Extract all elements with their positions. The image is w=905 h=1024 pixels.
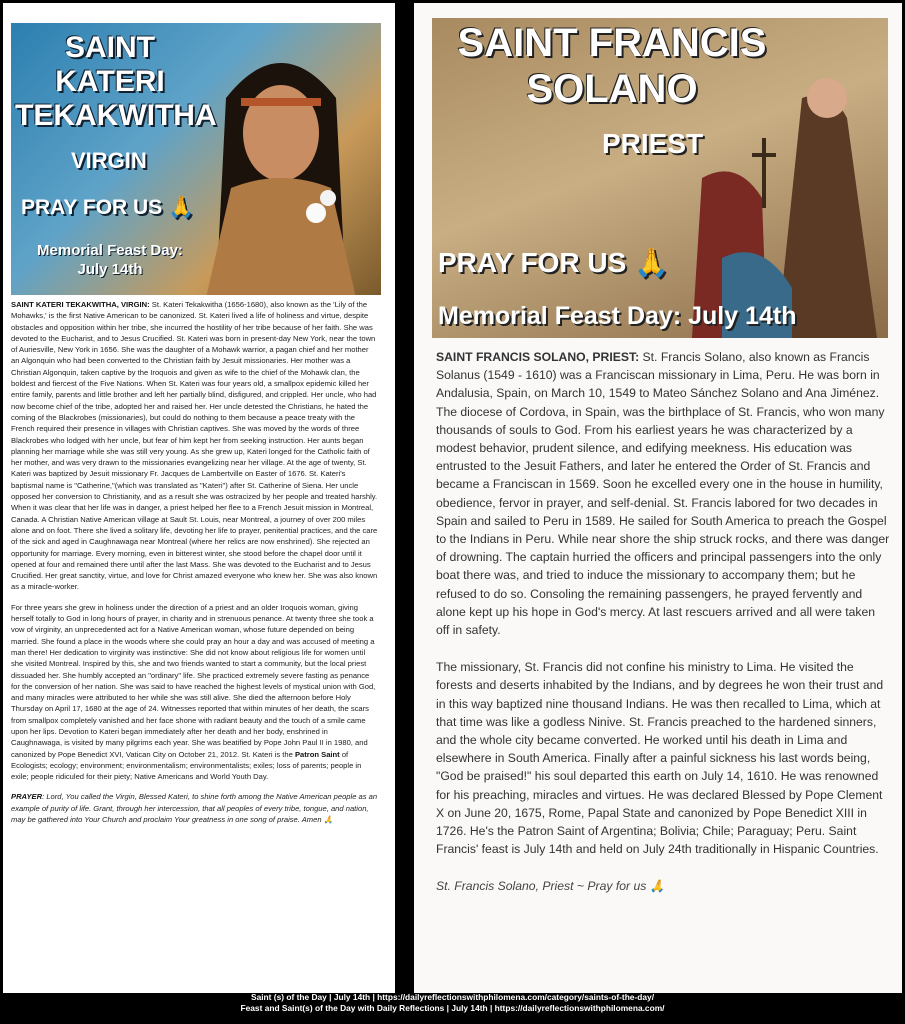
francis-pray-for-us	[438, 246, 669, 279]
kateri-feast-day	[35, 241, 185, 279]
praying-hands-icon: 🙏	[168, 196, 195, 219]
kateri-pray-for-us	[21, 196, 194, 220]
francis-lead: SAINT FRANCIS SOLANO, PRIEST:	[436, 350, 640, 364]
francis-paragraph-1	[436, 348, 890, 639]
francis-banner-subtitle: PRIEST	[602, 128, 704, 159]
closing-text: St. Francis Solano, Priest ~ Pray for us	[436, 879, 647, 894]
pray-text: PRAY FOR US	[438, 247, 627, 278]
kateri-prayer	[11, 791, 379, 825]
footer-line-1: Saint (s) of the Day | July 14th | https://dailyreflectionswithphilomena.com/category/saints-of-the-day/	[250, 992, 655, 1002]
francis-banner-image	[432, 18, 888, 338]
patron-saint-label: Patron Saint	[294, 749, 340, 759]
praying-hands-icon: 🙏	[649, 879, 665, 894]
footer-line-2: Feast and Saint(s) of the Day with Daily Reflections | July 14th | https://dailyreflectionswithphilomena.com/	[240, 1003, 665, 1013]
francis-feast-day: Memorial Feast Day: July 14th	[438, 302, 797, 330]
footer-credits	[0, 992, 905, 1014]
kateri-banner-image	[11, 23, 381, 295]
francis-panel	[414, 3, 902, 993]
francis-banner-title: SAINT FRANCIS SOLANO	[457, 21, 767, 111]
kateri-portrait-illustration	[196, 38, 366, 295]
kateri-lead: SAINT KATERI TEKAKWITHA, VIRGIN:	[11, 300, 150, 309]
kateri-paragraph-2	[11, 602, 379, 783]
kateri-para1-text: St. Kateri Tekakwitha (1656-1680), also known as the 'Lily of the Mohawks,' is the first Native American to be canonized. St. Kateri lived a life of holiness and virtue, despite obstacles and opposition within her tribe, she incurred the hostility of her tribe because of her faith. She was devoted to the Eucharist, and to Jesus Crucified. St. Kateri was born in present-day New York, near the town of Auriesville, New York in 1656. She was the daughter of a Mohawk warrior, a pagan chief and her mother an Algonquin who had been converted to the Christian faith by Jesuit missionaries. Her mother was a Christian Algonquin, taken captive by the Iroquois and given as wife to the chief of the Mohawk clan, the boldest and fiercest of the Five Nations. When St. Kateri was four years old, a smallpox epidemic killed her entire family, parents and little brother and left her partially blind, disfigured, and crippled. Her uncle, who had now become chief of the tribe, adopted her and raised her. Her uncle detested the Christians, he hated the coming of the Blackrobes (missionaries), but could do nothing to them because a peace treaty with the French required their presence in villages with Christian captives. She was moved by the words of three Blackrobes who lodged with her uncle, but fear of him kept her from seeking instruction. Her aunts began planning her marriage while she was still very young. As she grew up, Kateri longed for the Catholic faith of her mother, and was very drawn to the missionaries evangelizing near her village. At the age of twenty, St. Kateri was baptized by Jesuit missionary Fr. Jacques de Lambertville on Easter of 1676. St. Kateri's baptismal name is "Catherine,"(which was translated as "Kateri") after St. Catherine of Siena. Her uncle opposed her conversion to Christianity, and as a result she was ostracized by her people and treated harshly. When it was clear that her life was in danger, a priest helped her flee to a French Jesuit mission in Montreal, Canada. A Christian Native American village at Sault St. Louis, near Montreal, a journey of over 200 miles alone and on foot. There she lived a solitary life, devoting her life to prayer, penitential practices, and the care of the sick and aged in Caughnawaga near Montreal (where her relics are now enshrined). She rejected an opportunity for marriage. Every morning, even in bitterest winter, she stood before the chapel door until it opened at four and remained there until after the last Mass. She was devoted to the Eucharist and to Jesus Crucified. Her great sanctity, virtue, and love for Christ amazed everyone who knew her. She was also known as a miracle-worker.	[11, 300, 378, 592]
kateri-para2a-text: For three years she grew in holiness under the direction of a priest and an older Iroquois woman, giving herself totally to God in long hours of prayer, in charity and in strenuous penance. At twenty three she took a vow of virginity, an unprecedented act for a Native American woman, whose future depended on being married. She found a place in the woods where she could pray an hour a day and was accused of meeting a man there! Her dedication to virginity was instinctive: She did not know about religious life for women until she visited Montreal. Inspired by this, she and two friends wanted to start a community, but the local priest dissuaded her. She humbly accepted an "ordinary" life. She practiced extremely severe fasting as penance for the conversion of her nation. She was said to have reached the highest levels of mystical union with God, and many miracles were attributed to her while she was still alive. She died the afternoon before Holy Thursday on April 17, 1680 at the age of 24. Witnesses reported that within minutes of her death, the scars from smallpox completely vanished and her face shone with radiant beauty and the touch of a smile came upon her lips. Devotion to Kateri began immediately after her death and her body, enshrined in Caughnawaga, is visited by many pilgrims each year. She was beatified by Pope John Paul II in 1980, and canonized by Pope Benedict XVI, Vatican City on October 21, 2012. St. Kateri is the	[11, 602, 376, 759]
francis-closing	[436, 877, 890, 895]
francis-article	[436, 348, 890, 915]
pray-text: PRAY FOR US	[21, 196, 163, 219]
praying-hands-icon: 🙏	[634, 247, 669, 278]
kateri-para2b-text: of Ecologists; ecology; environment; environmentalism; environmentalists; exiles; loss of parents; people in exile; people ridiculed for their piety; Native Americans and World Youth Day.	[11, 749, 362, 782]
prayer-text: : Lord, You called the Virgin, Blessed Kateri, to shine forth among the Native American people as an example of purity of life. Grant, through her intercession, that all peoples of every tribe, tongue, and nation, may be gathered into Your Church and proclaim Your greatness in one song of praise. Amen	[11, 792, 378, 825]
praying-hands-icon: 🙏	[323, 815, 334, 825]
francis-para1-text: St. Francis Solano, also known as Francis Solanus (1549 - 1610) was a Franciscan missionary in Lima, Peru. He was born in Andalusia, Spain, on March 10, 1549 to Mateo Sánchez Solano and Ana Jiménez. The diocese of Cordova, in Spain, was the birthplace of St. Francis, who won many thousands of souls to God. From his earliest years he was characterized by a modest behavior, prudent silence, and edifying meekness. His education was entrusted to the Jesuit Fathers, and later he entered the Order of St. Francis and became a Franciscan in 1569. Soon he excelled every one in the house in humility, obedience, fervor in prayer, and self-denial. St. Francis labored for two decades in Spain and sailed to Peru in 1589. He sailed for South America to preach the Gospel to the Indians in Peru. While near shore the ship struck rocks, and there was danger of drowning. The captain hurried the officers and principal passengers into the only boat there was, and tried to induce the missionary to accompany them; but he refused to do so. Consoling the remaining passengers, he prayed fervently and alone kept up his hope in God's mercy. At last rescuers arrived and all were taken off in safety.	[436, 350, 890, 638]
kateri-article	[11, 299, 379, 834]
francis-paragraph-2: The missionary, St. Francis did not confine his ministry to Lima. He visited the forests and deserts inhabited by the Indians, and by degrees he won their trust and in this way baptized nine thousand Indians. He was then recalled to Lima, which at that time was like a godless Ninive. St. Francis preached to the hardened sinners, and the whole city became converted. He worked until his death in Lima and elsewhere in South America. Finally after a painful sickness his last words being, "God be praised!" his soul departed this earth on July 14, 1610. He was renowned for his preaching, miracles and virtues. He was declared Blessed by Pope Clement X on June 20, 1675, Rome, Papal State and canonized by Pope Benedict XIII in 1726. He's the Patron Saint of Argentina; Bolivia; Chile; Paraguay; Peru. Saint Francis' feast is July 14th and held on July 24th traditionally in Hispanic Countries.	[436, 660, 884, 857]
kateri-banner-title: SAINT KATERI TEKAKWITHA	[15, 31, 217, 132]
feast-label: Memorial Feast Day:	[37, 242, 183, 259]
kateri-banner-subtitle: VIRGIN	[71, 148, 147, 173]
feast-date: July 14th	[77, 261, 143, 278]
prayer-label: PRAYER	[11, 792, 43, 802]
kateri-panel	[3, 3, 395, 993]
kateri-paragraph-1	[11, 299, 379, 593]
